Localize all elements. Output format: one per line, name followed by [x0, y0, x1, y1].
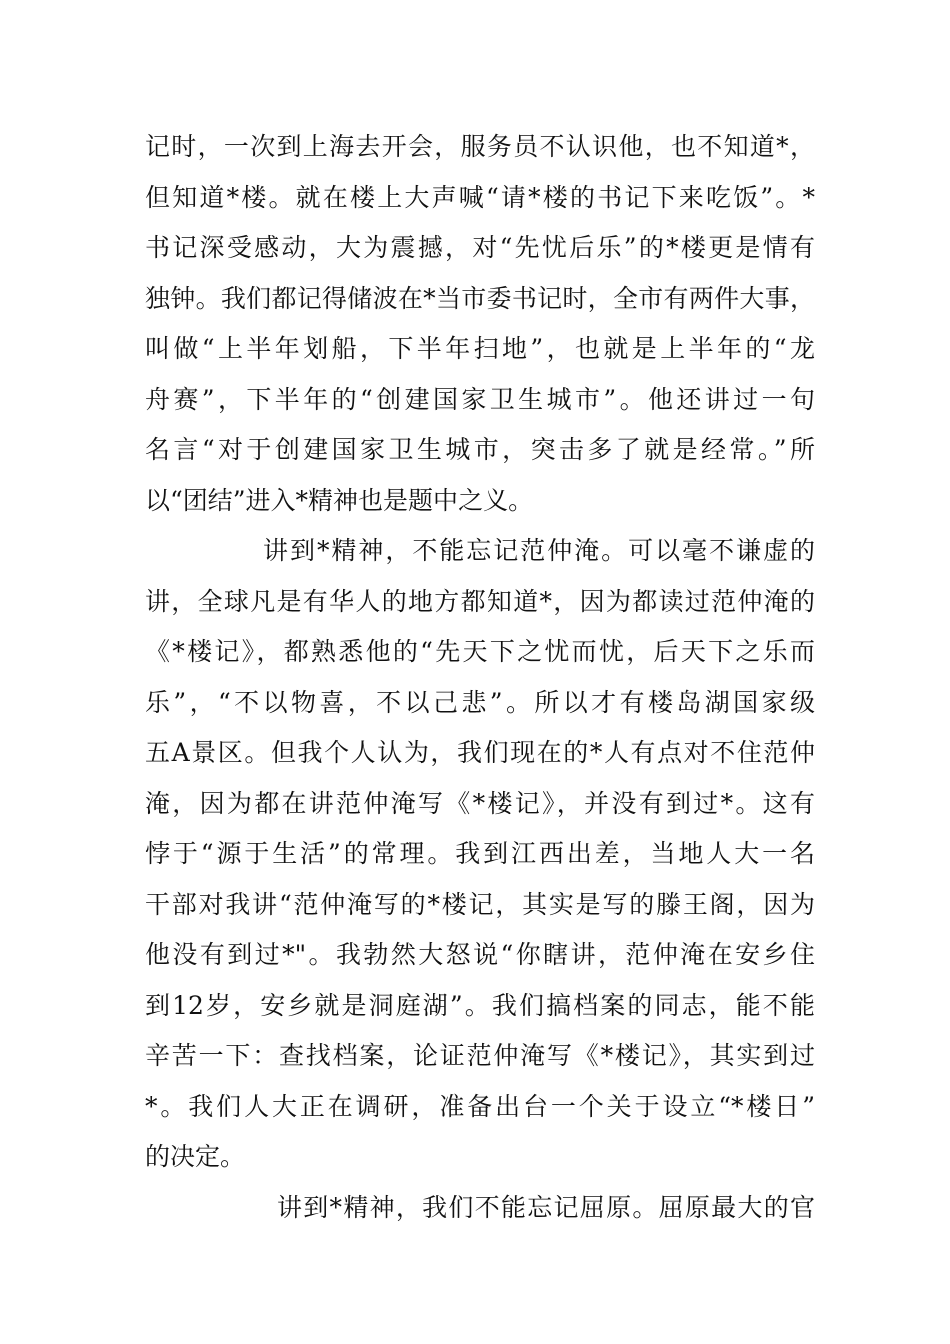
paragraph-3: [145, 1183, 815, 1234]
text-line: 淹，因为都在讲范仲淹写《*楼记》，并没有到过*。这有: [145, 788, 815, 818]
text-line: 五A景区。但我个人认为，我们现在的*人有点对不住范仲: [145, 738, 815, 767]
text-line: 悖于“源于生活”的常理。我到江西出差，当地人大一名: [145, 839, 815, 868]
text-line: 《*楼记》，都熟悉他的“先天下之忧而忧，后天下之乐而: [145, 637, 815, 666]
text-line: 名言“对于创建国家卫生城市，突击多了就是经常。”所: [145, 435, 815, 464]
text-line: 书记深受感动，大为震撼，对“先忧后乐”的*楼更是情有: [145, 233, 815, 262]
text-line: 辛苦一下：查找档案，论证范仲淹写《*楼记》，其实到过: [145, 1041, 815, 1070]
paragraph-2: [145, 526, 815, 1183]
text-line: 干部对我讲“范仲淹写的*楼记，其实是写的滕王阁，因为: [145, 889, 815, 919]
text-line: 叫做“上半年划船，下半年扫地”，也就是上半年的“龙: [145, 334, 815, 363]
text-line: 记时，一次到上海去开会，服务员不认识他，也不知道*，: [145, 132, 815, 161]
text-line: 讲到*精神，不能忘记范仲淹。可以毫不谦虚的: [263, 536, 815, 565]
text-line: 乐”，“不以物喜，不以己悲”。所以才有楼岛湖国家级: [145, 687, 815, 717]
text-line: 的决定。: [145, 1142, 246, 1171]
paragraph-1: [145, 122, 815, 526]
text-line: 讲到*精神，我们不能忘记屈原。屈原最大的官: [277, 1192, 815, 1222]
text-line: 以“团结”进入*精神也是题中之义。: [145, 485, 534, 515]
text-line: 舟赛”，下半年的“创建国家卫生城市”。他还讲过一句: [145, 384, 815, 414]
body-text: [145, 122, 815, 1233]
text-line: 到12岁，安乡就是洞庭湖”。我们搞档案的同志，能不能: [145, 990, 815, 1020]
text-line: 独钟。我们都记得储波在*当市委书记时，全市有两件大事，: [145, 283, 815, 313]
text-line: *。我们人大正在调研，准备出台一个关于设立“*楼日”: [145, 1091, 815, 1121]
text-line: 讲，全球凡是有华人的地方都知道*，因为都读过范仲淹的: [145, 586, 815, 616]
text-line: 但知道*楼。就在楼上大声喊“请*楼的书记下来吃饭”。*: [145, 182, 815, 212]
text-line: 他没有到过*"。我勃然大怒说“你瞎讲，范仲淹在安乡住: [145, 940, 815, 969]
